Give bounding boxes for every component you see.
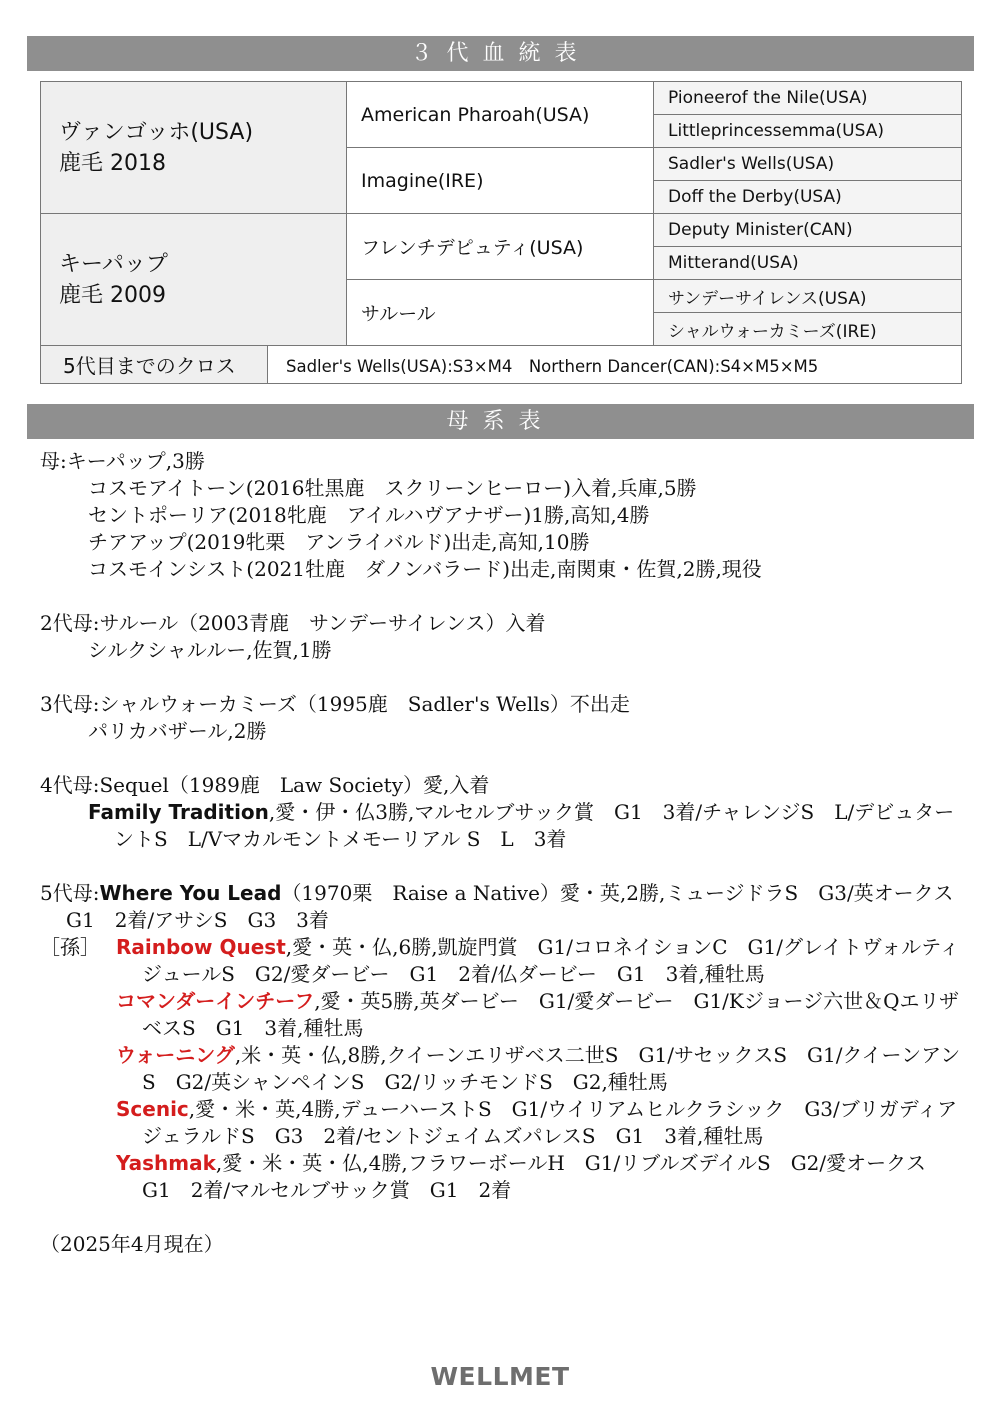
dam-cell [41,214,347,346]
dam-offspring: コスモインシスト(2021牡鹿 ダノンバラード)出走,南関東・佐賀,2勝,現役 [88,557,762,581]
cross-value: Sadler's Wells(USA):S3×M4 Northern Dancer(CAN):S4×M5×M5 [268,346,962,384]
g3-horse: Deputy Minister(CAN) [654,214,962,247]
fifth-dam-prefix: 5代母: [40,881,100,905]
sire-sire: American Pharoah(USA) [347,82,654,148]
as-of-note: （2025年4月現在） [40,1232,224,1256]
g3-horse: Doff the Derby(USA) [654,181,962,214]
g3-horse: Sadler's Wells(USA) [654,148,962,181]
fourth-dam-line: 4代母:Sequel（1989鹿 Law Society）愛,入着 [40,773,490,797]
dam-dam: サルール [347,280,654,346]
g3-horse: Mitterand(USA) [654,247,962,280]
footer-logo: WELLMET [430,1362,570,1391]
grandchild-name: Scenic [116,1097,189,1121]
dam-offspring: コスモアイトーン(2016牡黒鹿 スクリーンヒーロー)入着,兵庫,5勝 [88,476,697,500]
g3-horse: Pioneerof the Nile(USA) [654,82,962,115]
grandchild-entry [116,1042,965,1096]
fifth-dam-line [40,880,974,934]
grandchild-name: コマンダーインチーフ [116,989,315,1013]
grandchild-name: ウォーニング [116,1043,235,1067]
fourth-dam-offspring [40,799,965,853]
horse-record: ,愛・伊・仏3勝,マルセルブサック賞 G1 3着/チャレンジS L/デビュターントS L/Vマカルモントメモーリアル S L 3着 [114,800,955,851]
second-dam-line: 2代母:サルール（2003青鹿 サンデーサイレンス）入着 [40,611,546,635]
grandchild-entry [116,934,965,988]
family-section [40,448,974,1258]
third-dam-offspring: パリカバザール,2勝 [88,719,267,743]
grandchild-name: Yashmak [116,1151,216,1175]
dam-info: 鹿毛 2009 [59,282,166,308]
grandchild-name: Rainbow Quest [116,935,286,959]
grandchild-entry [116,1096,965,1150]
grandchildren-list [116,934,965,1204]
cross-label: 5代目までのクロス [41,346,268,384]
family-title-bar: 母系表 [27,404,974,439]
sire-cell [41,82,347,214]
grandchildren-label: ［孫］ [40,935,100,959]
grandchild-entry [116,1150,965,1204]
g3-horse: Littleprincessemma(USA) [654,115,962,148]
grandchild-record: ,米・英・仏,8勝,クイーンエリザベス二世S G1/サセックスS G1/クイーンアンS G2/英シャンペインS G2/リッチモンドS G2,種牡馬 [142,1043,961,1094]
fifth-dam-record: （1970栗 Raise a Native）愛・英,2勝,ミュージドラS G3/英オークス G1 2着/アサシS G3 3着 [66,881,974,932]
sire-info: 鹿毛 2018 [59,150,166,176]
grandchild-entry [116,988,965,1042]
dam-name: キーパップ [59,251,168,277]
grandchildren-block [40,934,965,1204]
grandchild-record: ,愛・英5勝,英ダービー G1/愛ダービー G1/Kジョージ六世＆QエリザベスS G1 3着,種牡馬 [142,989,960,1040]
dam-line: 母:キーパップ,3勝 [40,449,205,473]
grandchild-record: ,愛・米・英,4勝,デューハーストS G1/ウイリアムヒルクラシック G3/ブリガディアジェラルドS G3 2着/セントジェイムズパレスS G1 3着,種牡馬 [142,1097,958,1148]
g3-horse: シャルウォーカミーズ(IRE) [654,313,962,346]
fifth-dam-name: Where You Lead [99,881,282,905]
horse-name: Family Tradition [88,800,269,824]
third-dam-line: 3代母:シャルウォーカミーズ（1995鹿 Sadler's Wells）不出走 [40,692,630,716]
pedigree-table [40,81,962,384]
dam-offspring: セントポーリア(2018牝鹿 アイルハヴアナザー)1勝,高知,4勝 [88,503,650,527]
dam-sire: フレンチデピュティ(USA) [347,214,654,280]
grandchild-record: ,愛・英・仏,6勝,凱旋門賞 G1/コロネイションC G1/グレイトヴォルティジュールS G2/愛ダービー G1 2着/仏ダービー G1 3着,種牡馬 [142,935,960,986]
g3-horse: サンデーサイレンス(USA) [654,280,962,313]
grandchild-record: ,愛・米・英・仏,4勝,フラワーボールH G1/リブルズデイルS G2/愛オークス G1 2着/マルセルブサック賞 G1 2着 [142,1151,946,1202]
pedigree-title-bar: ３代血統表 [27,36,974,71]
dam-offspring: チアアップ(2019牝栗 アンライバルド)出走,高知,10勝 [88,530,590,554]
second-dam-offspring: シルクシャルルー,佐賀,1勝 [88,638,332,662]
sire-name: ヴァンゴッホ(USA) [59,119,254,145]
sire-dam: Imagine(IRE) [347,148,654,214]
